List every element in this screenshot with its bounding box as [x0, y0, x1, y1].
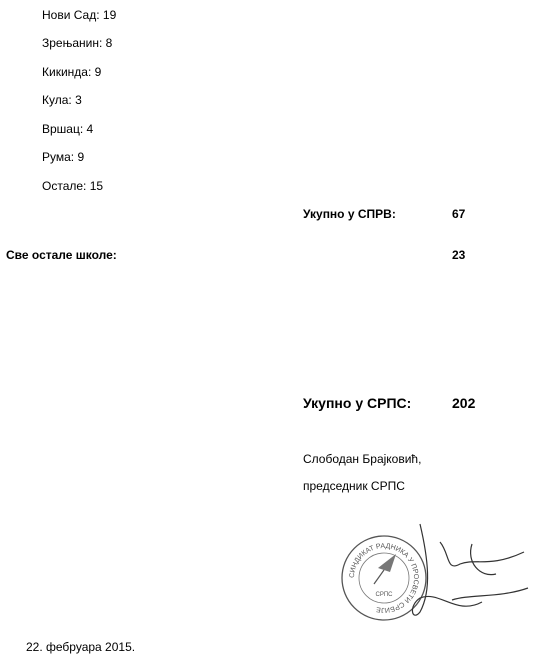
- handwritten-signature-icon: [412, 524, 528, 615]
- sprv-total-value: 67: [452, 207, 466, 221]
- city-count-kula: Кула: 3: [42, 93, 82, 107]
- pen-quill-icon: [374, 554, 396, 584]
- city-count-vrsac: Вршац: 4: [42, 122, 94, 136]
- seal-center-text: СРПС: [375, 592, 393, 598]
- document-date: 22. фебруара 2015.: [26, 640, 136, 654]
- signature-and-seal: [300, 518, 532, 642]
- city-count-kikinda: Кикинда: 9: [42, 65, 102, 79]
- srps-total-label: Укупно у СРПС:: [303, 395, 412, 411]
- official-seal-icon: [300, 518, 532, 642]
- city-count-novi-sad: Нови Сад: 19: [42, 8, 117, 22]
- signatory-title: председник СРПС: [303, 479, 405, 493]
- other-schools-label: Све остале школе:: [6, 248, 117, 262]
- city-count-zrenjanin: Зрењанин: 8: [42, 36, 113, 50]
- srps-total-value: 202: [452, 395, 476, 411]
- city-count-ruma: Рума: 9: [42, 150, 85, 164]
- signatory-name: Слободан Брајковић,: [303, 452, 422, 466]
- other-schools-value: 23: [452, 248, 466, 262]
- city-count-other: Остале: 15: [42, 179, 104, 193]
- seal-ring-text: СИНДИКАТ РАДНИКА У ПРОСВЕТИ СРБИЈЕ: [348, 542, 420, 614]
- sprv-total-label: Укупно у СПРВ:: [303, 207, 396, 221]
